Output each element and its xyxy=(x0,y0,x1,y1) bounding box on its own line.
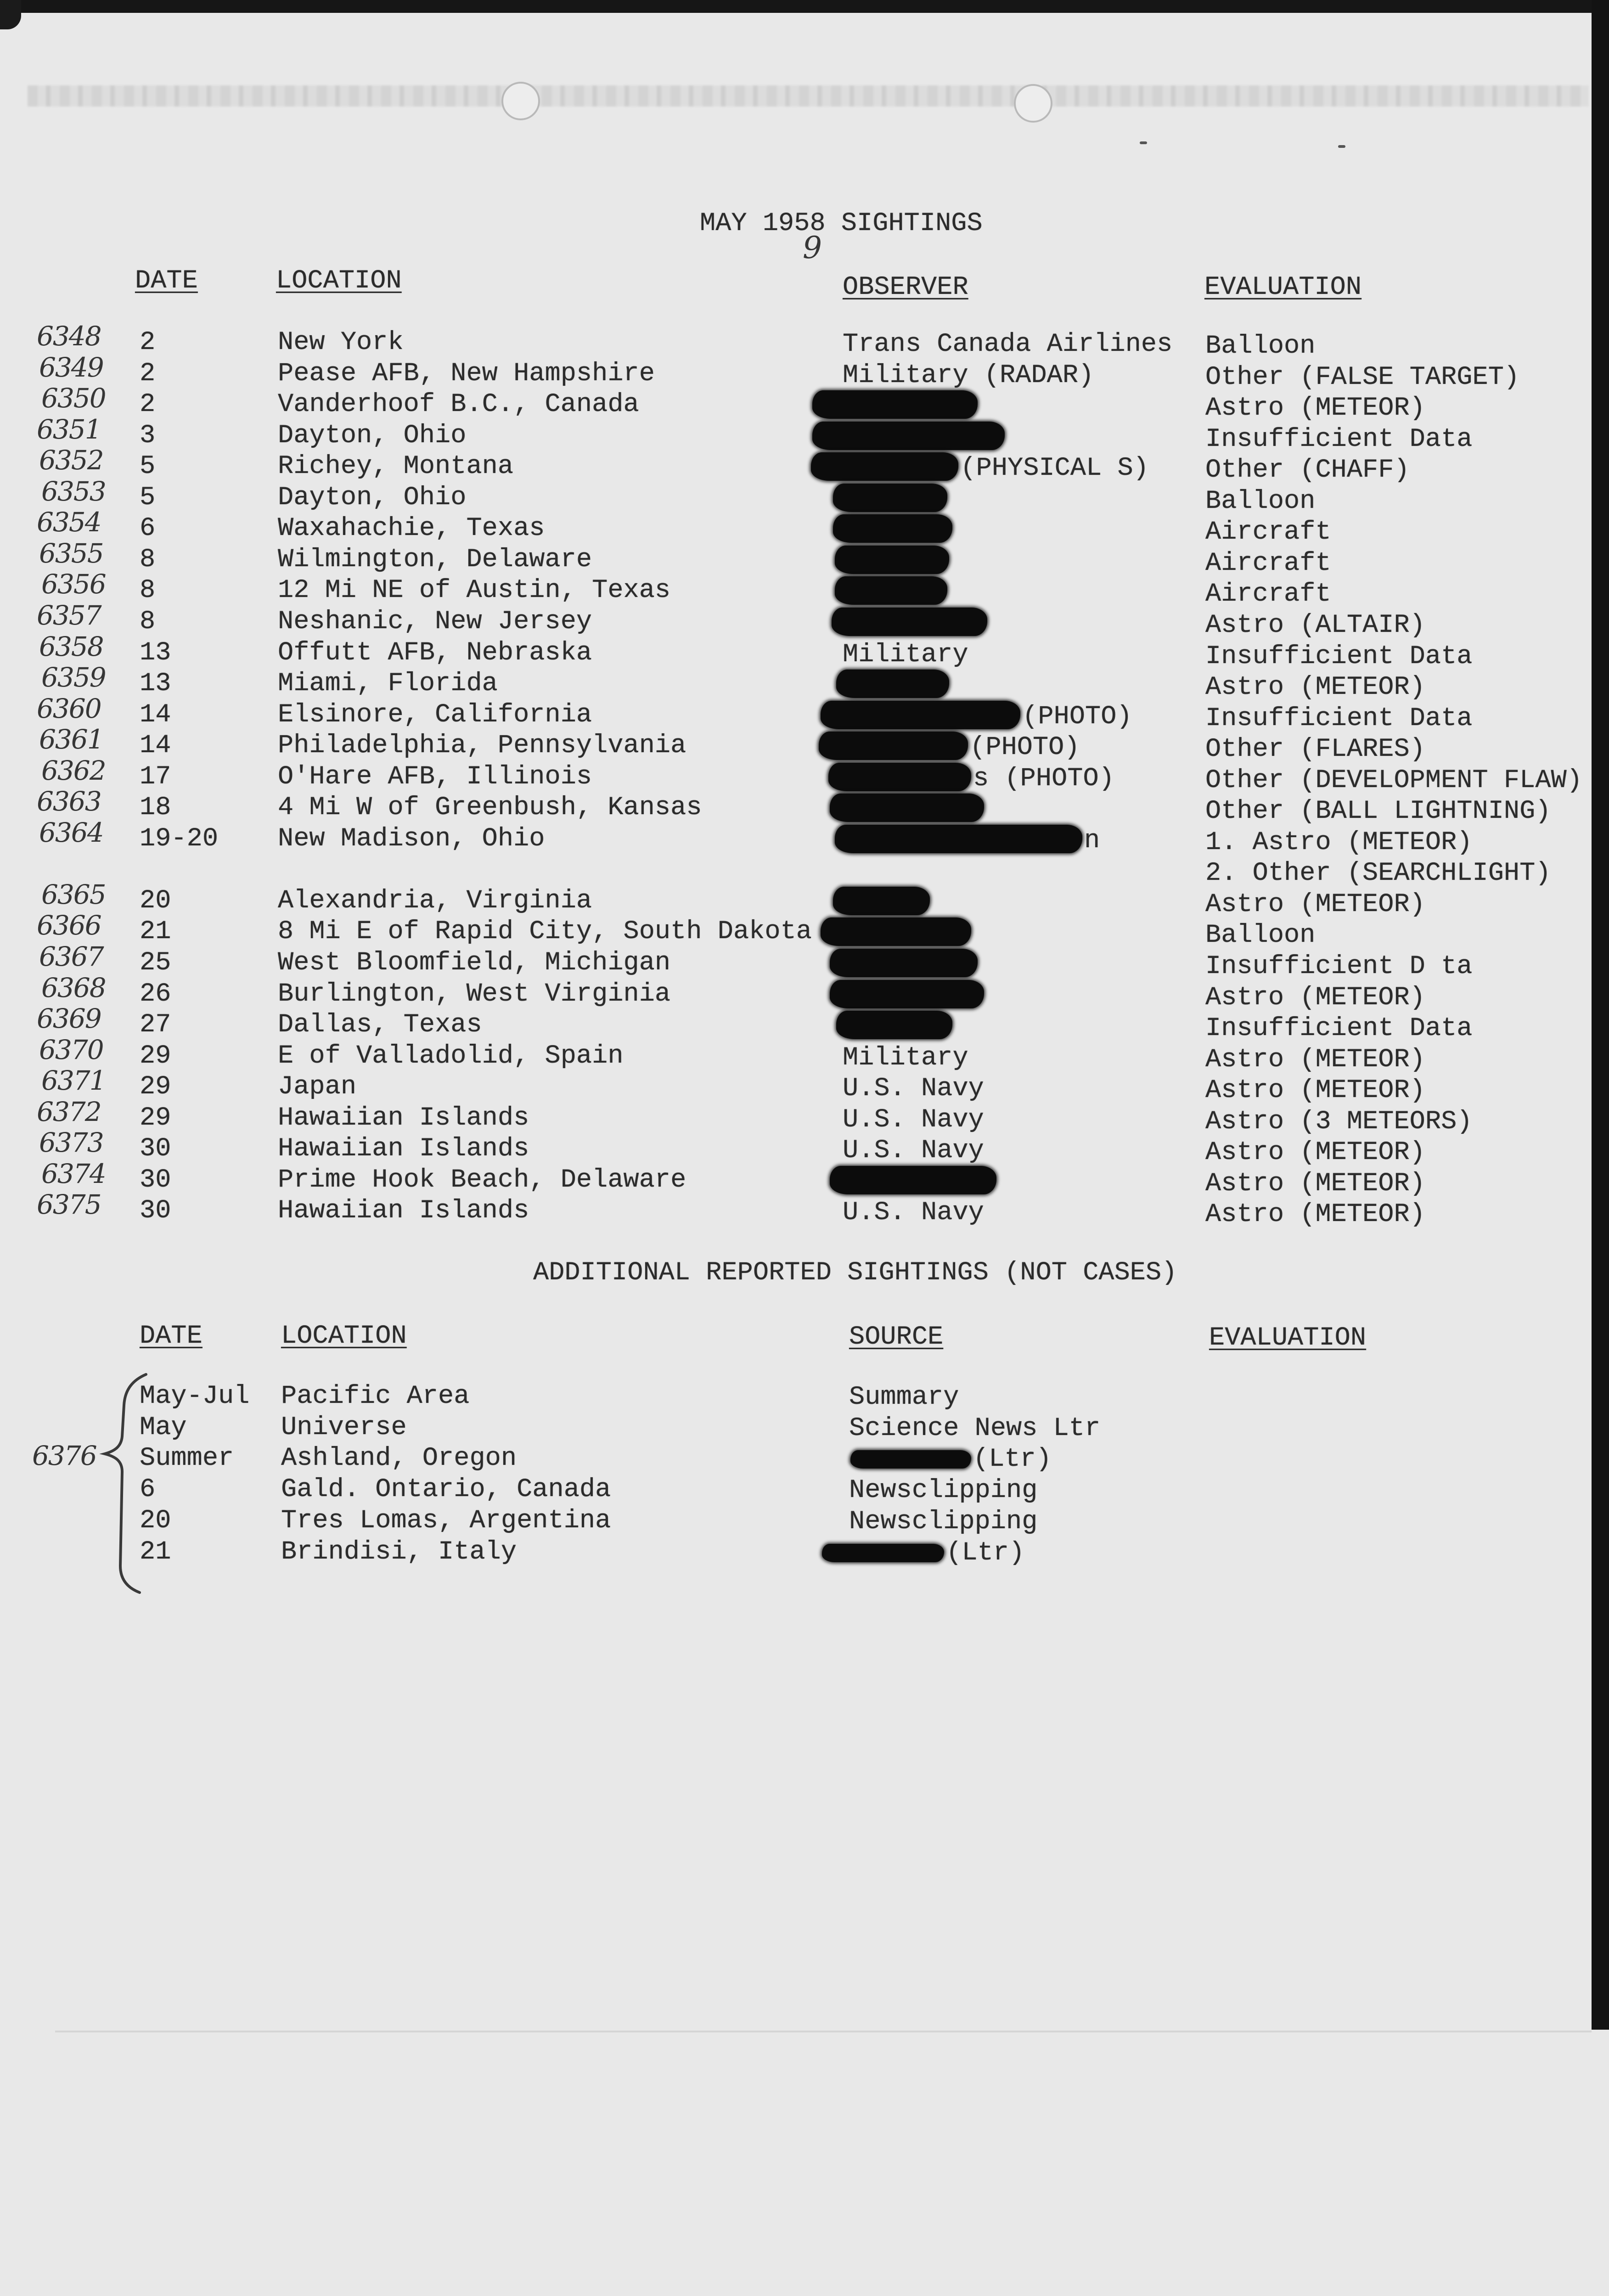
sighting-observer: U.S. Navy xyxy=(843,1074,984,1104)
redaction-mark xyxy=(836,1011,952,1039)
sighting-date: 19-20 xyxy=(140,824,219,854)
scan-speck xyxy=(1140,141,1147,144)
additional-header-evaluation: EVALUATION xyxy=(1209,1323,1367,1353)
sighting-location: Dayton, Ohio xyxy=(278,421,467,450)
sighting-evaluation: Astro (ALTAIR) xyxy=(1205,610,1425,640)
case-number: 6348 xyxy=(37,321,101,352)
redaction-mark xyxy=(835,576,947,605)
sighting-date: 27 xyxy=(140,1010,171,1040)
sighting-observer: s (PHOTO) xyxy=(973,764,1114,793)
additional-location: Ashland, Oregon xyxy=(281,1444,517,1474)
scan-top-edge xyxy=(0,0,1609,13)
sighting-location: 8 Mi E of Rapid City, South Dakota xyxy=(278,917,812,947)
case-number: 6360 xyxy=(37,692,101,724)
sighting-date: 14 xyxy=(140,700,171,730)
case-number: 6350 xyxy=(41,383,106,414)
sighting-evaluation-2: 2. Other (SEARCHLIGHT) xyxy=(1205,859,1551,889)
sighting-date: 26 xyxy=(140,979,171,1009)
sighting-location: Philadelphia, Pennsylvania xyxy=(278,731,686,761)
sighting-evaluation: Insufficient D ta xyxy=(1205,952,1473,981)
sighting-evaluation: Insufficient Data xyxy=(1205,1014,1473,1044)
additional-date: May xyxy=(140,1412,187,1442)
sighting-location: O'Hare AFB, Illinois xyxy=(278,762,592,792)
redaction-mark xyxy=(811,452,958,481)
sighting-row xyxy=(0,878,1609,919)
scan-corner-shadow xyxy=(0,0,21,29)
sighting-row xyxy=(0,662,1609,703)
case-number: 6359 xyxy=(41,662,106,693)
sighting-date: 5 xyxy=(140,452,156,482)
case-number: 6356 xyxy=(41,568,106,600)
header-evaluation: EVALUATION xyxy=(1204,273,1362,302)
sighting-date: 8 xyxy=(140,576,156,606)
redaction-mark xyxy=(812,422,1004,450)
redaction-mark xyxy=(822,1544,944,1562)
sighting-row xyxy=(0,941,1609,981)
additional-location: Universe xyxy=(281,1412,407,1442)
scan-binder-streak xyxy=(28,85,1589,107)
case-number: 6367 xyxy=(39,941,103,972)
additional-section-title: ADDITIONAL REPORTED SIGHTINGS (NOT CASES) xyxy=(533,1258,1177,1288)
sighting-evaluation: Astro (METEOR) xyxy=(1205,1200,1425,1230)
sighting-evaluation: Astro (METEOR) xyxy=(1205,889,1425,919)
case-number: 6372 xyxy=(37,1096,101,1127)
sighting-date: 14 xyxy=(140,731,171,761)
sighting-location: Prime Hook Beach, Delaware xyxy=(278,1165,686,1195)
sighting-row xyxy=(0,351,1609,392)
redaction-mark xyxy=(833,484,947,512)
sighting-row xyxy=(0,599,1609,640)
redaction-mark xyxy=(833,887,930,915)
additional-source: (Ltr) xyxy=(973,1445,1052,1474)
case-number: 6358 xyxy=(39,630,103,662)
header-observer: OBSERVER xyxy=(843,273,968,302)
sighting-observer: Trans Canada Airlines xyxy=(843,330,1173,359)
additional-row xyxy=(0,1381,1609,1412)
sighting-row xyxy=(0,1034,1609,1075)
sighting-row xyxy=(0,630,1609,671)
case-number: 6361 xyxy=(39,724,103,755)
additional-source: Summary xyxy=(849,1383,959,1412)
sighting-location: West Bloomfield, Michigan xyxy=(278,948,671,978)
additional-source: Science News Ltr xyxy=(849,1413,1101,1443)
redaction-mark xyxy=(833,514,952,543)
redaction-mark xyxy=(835,546,949,574)
case-number: 6371 xyxy=(41,1065,106,1097)
sighting-row xyxy=(0,1096,1609,1137)
sighting-date: 30 xyxy=(140,1134,171,1164)
sighting-location: Richey, Montana xyxy=(278,452,514,482)
case-number: 6354 xyxy=(37,506,101,538)
sighting-evaluation: Other (DEVELOPMENT FLAW) xyxy=(1205,765,1582,795)
sighting-date: 13 xyxy=(140,638,171,668)
sighting-observer: U.S. Navy xyxy=(843,1198,984,1228)
sighting-date: 21 xyxy=(140,917,171,947)
case-number: 6351 xyxy=(37,413,101,445)
sighting-date: 8 xyxy=(140,545,156,574)
redaction-mark xyxy=(836,670,949,698)
sighting-location: Alexandria, Virginia xyxy=(278,886,592,916)
sighting-row xyxy=(0,910,1609,951)
case-number: 6363 xyxy=(37,786,101,817)
scan-fold-line xyxy=(55,2031,1592,2032)
sighting-date: 5 xyxy=(140,483,156,512)
additional-location: Brindisi, Italy xyxy=(281,1537,517,1567)
redaction-mark xyxy=(828,763,971,791)
sighting-evaluation: Other (FALSE TARGET) xyxy=(1205,362,1520,392)
sighting-date: 30 xyxy=(140,1165,171,1195)
case-number: 6373 xyxy=(39,1127,103,1159)
sighting-row xyxy=(0,383,1609,423)
sighting-location: Vanderhoof B.C., Canada xyxy=(278,390,639,420)
redaction-mark xyxy=(832,608,987,636)
sighting-evaluation: Insufficient Data xyxy=(1205,642,1473,671)
sighting-location: E of Valladolid, Spain xyxy=(278,1041,624,1071)
sighting-evaluation: Astro (3 METEORS) xyxy=(1205,1107,1473,1137)
additional-header-source: SOURCE xyxy=(849,1322,944,1352)
sighting-evaluation: Astro (METEOR) xyxy=(1205,1076,1425,1106)
sighting-location: New Madison, Ohio xyxy=(278,824,545,854)
additional-location: Tres Lomas, Argentina xyxy=(281,1506,611,1536)
sighting-row xyxy=(0,568,1609,609)
sighting-location: Offutt AFB, Nebraska xyxy=(278,638,592,668)
case-number: 6366 xyxy=(37,910,101,941)
sighting-date: 20 xyxy=(140,886,171,916)
sighting-observer: n xyxy=(1084,826,1100,855)
sighting-row xyxy=(0,754,1609,795)
sighting-date: 29 xyxy=(140,1041,171,1071)
sighting-row xyxy=(0,1065,1609,1106)
redaction-mark xyxy=(830,793,984,822)
additional-date: 20 xyxy=(140,1506,171,1536)
header-location: LOCATION xyxy=(276,266,402,296)
sighting-date: 3 xyxy=(140,421,156,450)
sighting-location: Hawaiian Islands xyxy=(278,1134,529,1164)
sighting-row xyxy=(0,1189,1609,1230)
sighting-evaluation: Other (CHAFF) xyxy=(1205,456,1410,485)
additional-date: Summer xyxy=(140,1444,234,1474)
sighting-row xyxy=(0,413,1609,454)
sighting-evaluation: Aircraft xyxy=(1205,518,1331,547)
additional-row xyxy=(0,1536,1609,1568)
sighting-date: 18 xyxy=(140,793,171,823)
additional-row xyxy=(0,1443,1609,1474)
sighting-location: 4 Mi W of Greenbush, Kansas xyxy=(278,793,702,823)
sighting-location: Wilmington, Delaware xyxy=(278,545,592,574)
page-title: MAY 1958 SIGHTINGS xyxy=(700,209,983,238)
sighting-observer: (PHOTO) xyxy=(970,733,1080,763)
case-number: 6353 xyxy=(41,475,106,507)
additional-source: Newsclipping xyxy=(849,1507,1038,1536)
sighting-location: Dallas, Texas xyxy=(278,1010,482,1040)
sighting-row xyxy=(0,1003,1609,1044)
additional-source: (Ltr) xyxy=(946,1538,1025,1568)
additional-date: 21 xyxy=(140,1537,171,1567)
sighting-evaluation: Balloon xyxy=(1205,921,1316,951)
sighting-row xyxy=(0,321,1609,361)
sighting-row xyxy=(0,475,1609,516)
sighting-date: 2 xyxy=(140,359,156,388)
sighting-evaluation: Aircraft xyxy=(1205,548,1331,578)
redaction-mark xyxy=(812,390,977,419)
sighting-location: Dayton, Ohio xyxy=(278,483,467,512)
case-number: 6352 xyxy=(39,445,103,476)
redaction-mark xyxy=(850,1450,971,1469)
sighting-evaluation: Insufficient Data xyxy=(1205,424,1473,454)
sighting-location: Waxahachie, Texas xyxy=(278,514,545,544)
sighting-evaluation: Astro (METEOR) xyxy=(1205,1169,1425,1199)
binder-hole xyxy=(1014,84,1052,123)
case-number: 6357 xyxy=(37,599,101,631)
case-number: 6355 xyxy=(39,537,103,569)
sighting-location: Pease AFB, New Hampshire xyxy=(278,359,655,388)
sighting-row xyxy=(0,724,1609,765)
redaction-mark xyxy=(821,917,971,946)
additional-location: Pacific Area xyxy=(281,1382,470,1411)
sighting-observer: U.S. Navy xyxy=(843,1136,984,1166)
additional-case-number: 6376 xyxy=(32,1440,96,1471)
additional-row xyxy=(0,1412,1609,1443)
sighting-observer: Military xyxy=(843,1043,968,1073)
redaction-mark xyxy=(830,949,977,977)
case-number: 6368 xyxy=(41,972,106,1003)
case-number: 6364 xyxy=(39,816,103,848)
sighting-evaluation: Aircraft xyxy=(1205,580,1331,609)
case-number: 6369 xyxy=(37,1003,101,1035)
case-number: 6370 xyxy=(39,1034,103,1065)
sighting-date: 30 xyxy=(140,1196,171,1226)
sighting-location: Elsinore, California xyxy=(278,700,592,730)
binder-hole xyxy=(501,82,540,120)
sighting-date: 25 xyxy=(140,948,171,978)
sighting-observer: (PHYSICAL S) xyxy=(960,454,1149,484)
sighting-row xyxy=(0,816,1609,889)
sighting-evaluation: Balloon xyxy=(1205,486,1316,516)
additional-source: Newsclipping xyxy=(849,1476,1038,1506)
redaction-mark xyxy=(821,701,1020,729)
sighting-evaluation: Astro (METEOR) xyxy=(1205,394,1425,423)
redaction-mark xyxy=(819,732,968,760)
sighting-date: 17 xyxy=(140,762,171,792)
sighting-evaluation: Astro (METEOR) xyxy=(1205,1045,1425,1075)
additional-row xyxy=(0,1505,1609,1536)
sighting-location: New York xyxy=(278,328,404,357)
additional-date: May-Jul xyxy=(140,1382,250,1411)
sighting-evaluation: 1. Astro (METEOR) xyxy=(1205,827,1473,857)
sighting-date: 6 xyxy=(140,514,156,544)
header-date: DATE xyxy=(135,266,198,296)
redaction-mark xyxy=(830,980,984,1008)
additional-date: 6 xyxy=(140,1475,156,1505)
sighting-evaluation: Astro (METEOR) xyxy=(1205,673,1425,703)
sighting-observer: (PHOTO) xyxy=(1022,702,1132,732)
sighting-evaluation: Balloon xyxy=(1205,332,1316,361)
sighting-row xyxy=(0,506,1609,547)
sighting-location: Hawaiian Islands xyxy=(278,1103,529,1133)
sighting-row xyxy=(0,786,1609,827)
sighting-location: Miami, Florida xyxy=(278,669,498,699)
sighting-location: Japan xyxy=(278,1072,357,1102)
sighting-date: 29 xyxy=(140,1072,171,1102)
sighting-row xyxy=(0,972,1609,1013)
sighting-row xyxy=(0,537,1609,578)
sighting-evaluation: Insufficient Data xyxy=(1205,703,1473,733)
case-number: 6365 xyxy=(41,878,106,910)
sighting-date: 2 xyxy=(140,390,156,420)
sighting-location: 12 Mi NE of Austin, Texas xyxy=(278,576,671,606)
case-number: 6375 xyxy=(37,1189,101,1221)
sighting-date: 2 xyxy=(140,328,156,357)
additional-header-date: DATE xyxy=(140,1322,203,1351)
sighting-location: Burlington, West Virginia xyxy=(278,979,671,1009)
sighting-evaluation: Astro (METEOR) xyxy=(1205,983,1425,1013)
sighting-date: 13 xyxy=(140,669,171,699)
title-handwritten-annotation: 9 xyxy=(803,230,821,265)
sighting-date: 8 xyxy=(140,607,156,636)
sighting-evaluation: Other (BALL LIGHTNING) xyxy=(1205,797,1551,827)
sighting-evaluation: Other (FLARES) xyxy=(1205,735,1425,765)
sighting-row xyxy=(0,692,1609,733)
sighting-location: Hawaiian Islands xyxy=(278,1196,529,1226)
sighting-observer: Military xyxy=(843,640,968,670)
sighting-date: 29 xyxy=(140,1103,171,1133)
case-number: 6349 xyxy=(39,351,103,383)
sighting-location: Neshanic, New Jersey xyxy=(278,607,592,636)
sighting-observer: Military (RADAR) xyxy=(843,360,1094,390)
sighting-row xyxy=(0,1127,1609,1168)
redaction-mark xyxy=(835,825,1082,853)
sighting-row xyxy=(0,1158,1609,1199)
scan-speck xyxy=(1338,145,1345,148)
additional-location: Gald. Ontario, Canada xyxy=(281,1475,611,1505)
additional-row xyxy=(0,1474,1609,1505)
redaction-mark xyxy=(830,1166,996,1194)
sighting-row xyxy=(0,445,1609,485)
case-number: 6362 xyxy=(41,754,106,786)
additional-header-location: LOCATION xyxy=(281,1322,407,1351)
sighting-evaluation: Astro (METEOR) xyxy=(1205,1138,1425,1168)
sighting-observer: U.S. Navy xyxy=(843,1105,984,1135)
case-number: 6374 xyxy=(41,1158,106,1189)
